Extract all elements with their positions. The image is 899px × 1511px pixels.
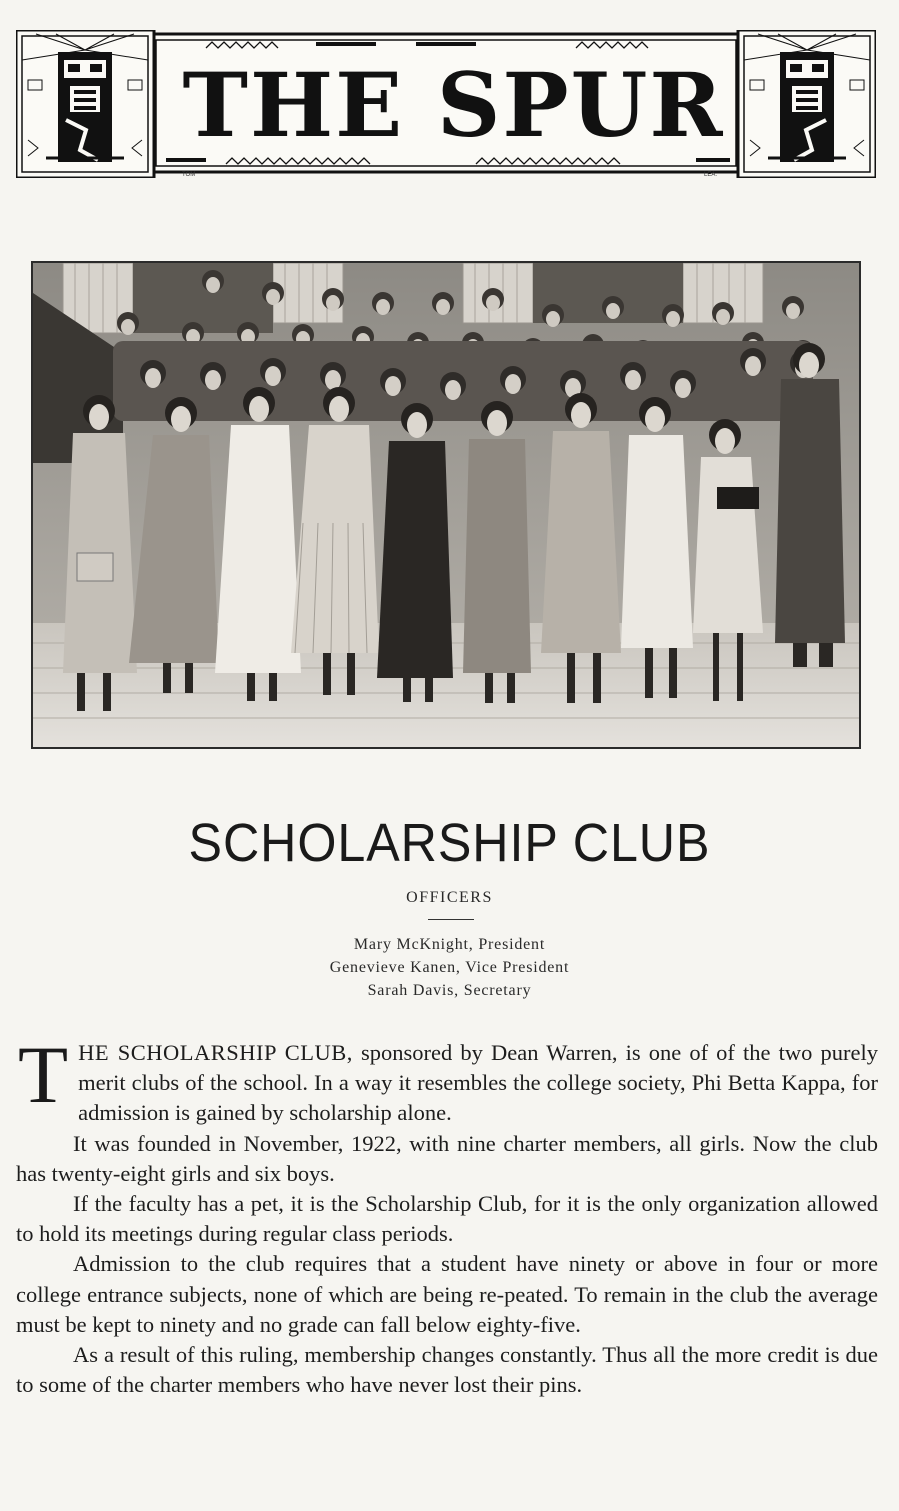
masthead-title: THE SPUR — [182, 53, 725, 157]
paragraph-1 — [16, 1029, 879, 1129]
paragraph-1-text: sponsored by Dean Warren, is one of of the two purely merit clubs of the school. In a way it resembles the college society, Phi Betta Kappa, for admission is gained by scholarship alone. — [78, 1040, 879, 1126]
article-body — [16, 1029, 879, 1400]
officer-vice-president: Genevieve Kanen, Vice President — [329, 959, 570, 976]
club-title: SCHOLARSHIP CLUB — [188, 813, 711, 873]
paragraph-2: It was founded in November, 1922, with nine charter members, all girls. Now the club has twenty-eight girls and six boys. — [16, 1130, 878, 1186]
artist-signature-left: TOM — [182, 172, 196, 178]
officers-heading: OFFICERS — [406, 889, 493, 906]
masthead-banner — [16, 30, 876, 178]
right-totem-emblem — [738, 30, 876, 178]
officers-list — [0, 933, 899, 1002]
officer-president: Mary McKnight, President — [353, 936, 546, 953]
artist-signature-right: LEA. — [704, 172, 718, 178]
lead-caps: HE SCHOLARSHIP CLUB, — [78, 1040, 353, 1065]
paragraph-4: Admission to the club requires that a student have ninety or above in four or more college entrance subjects, none of which are being re-peated. To remain in the club the average must be kept to ninety and no grade can fall below eighty-five. — [16, 1251, 878, 1337]
paragraph-5: As a result of this ruling, membership changes constantly. Thus all the more credit is due to some of the charter members who have never lost their pins. — [16, 1342, 878, 1398]
officer-secretary: Sarah Davis, Secretary — [367, 982, 532, 999]
drop-cap: T — [18, 1029, 69, 1120]
group-photograph — [31, 261, 861, 749]
group-photo-illustration — [33, 263, 859, 747]
left-totem-emblem — [16, 30, 154, 178]
divider-rule — [428, 919, 474, 920]
paragraph-3: If the faculty has a pet, it is the Scholarship Club, for it is the only organization allowed to hold its meetings during regular class periods. — [16, 1191, 878, 1247]
